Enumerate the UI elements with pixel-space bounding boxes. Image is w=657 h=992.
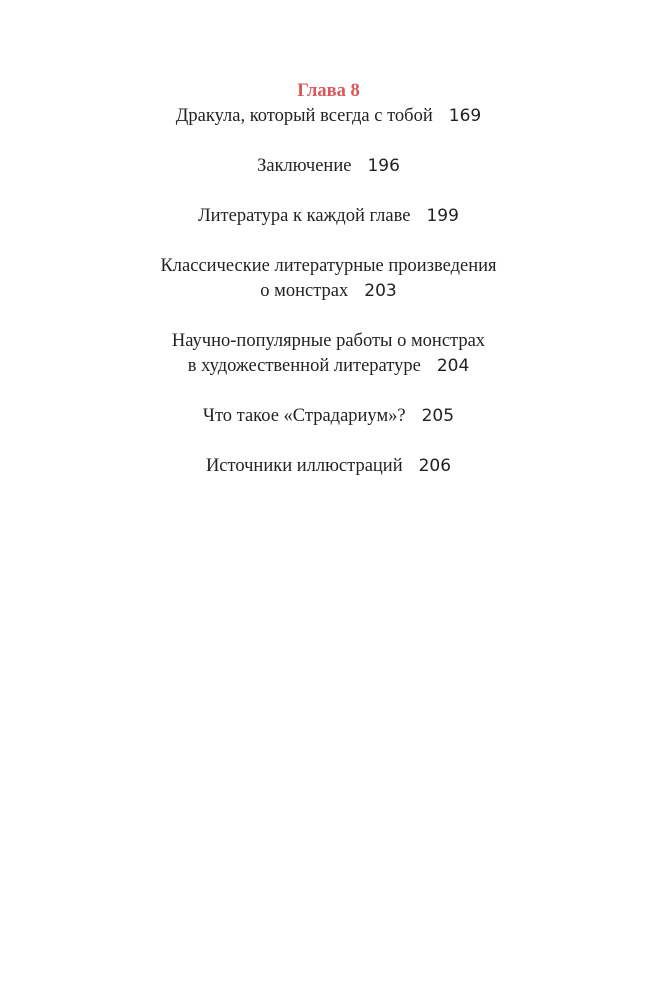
toc-entry-stradarium[interactable]: [0, 404, 657, 429]
toc-entry-title: Источники иллюстраций: [205, 456, 403, 476]
toc-entry-title: Что такое «Страдариум»?: [202, 406, 406, 426]
toc-entry-page: 196: [367, 156, 400, 176]
toc-entry-page: 204: [436, 356, 470, 376]
toc-entry-page: 169: [448, 106, 482, 126]
toc-entry-page: 205: [421, 406, 455, 426]
toc-entry-conclusion[interactable]: [0, 154, 657, 179]
toc-entry-title-line: Классические литературные произведения: [160, 256, 497, 276]
toc-entry-dracula[interactable]: [0, 104, 657, 129]
table-of-contents: [0, 78, 657, 479]
toc-entry-page: 206: [418, 456, 452, 476]
toc-entry-classic-works[interactable]: [0, 254, 657, 304]
toc-entry-title: Заключение: [257, 156, 352, 176]
toc-entry-illustration-sources[interactable]: [0, 454, 657, 479]
toc-entry-page: 199: [426, 206, 459, 226]
toc-entry-title-line: Научно-популярные работы о монстрах: [171, 331, 486, 351]
toc-entry-title: Литература к каждой главе: [198, 206, 411, 226]
toc-entry-chapter-literature[interactable]: [0, 204, 657, 229]
toc-entry-title: Дракула, который всегда с тобой: [175, 106, 433, 126]
toc-entry-page: 203: [364, 281, 397, 301]
toc-entry-popular-science[interactable]: [0, 329, 657, 379]
chapter-heading: Глава 8: [297, 81, 360, 101]
toc-entry-title-line: о монстрах: [260, 281, 349, 301]
toc-entry-title-line: в художественной литературе: [187, 356, 421, 376]
